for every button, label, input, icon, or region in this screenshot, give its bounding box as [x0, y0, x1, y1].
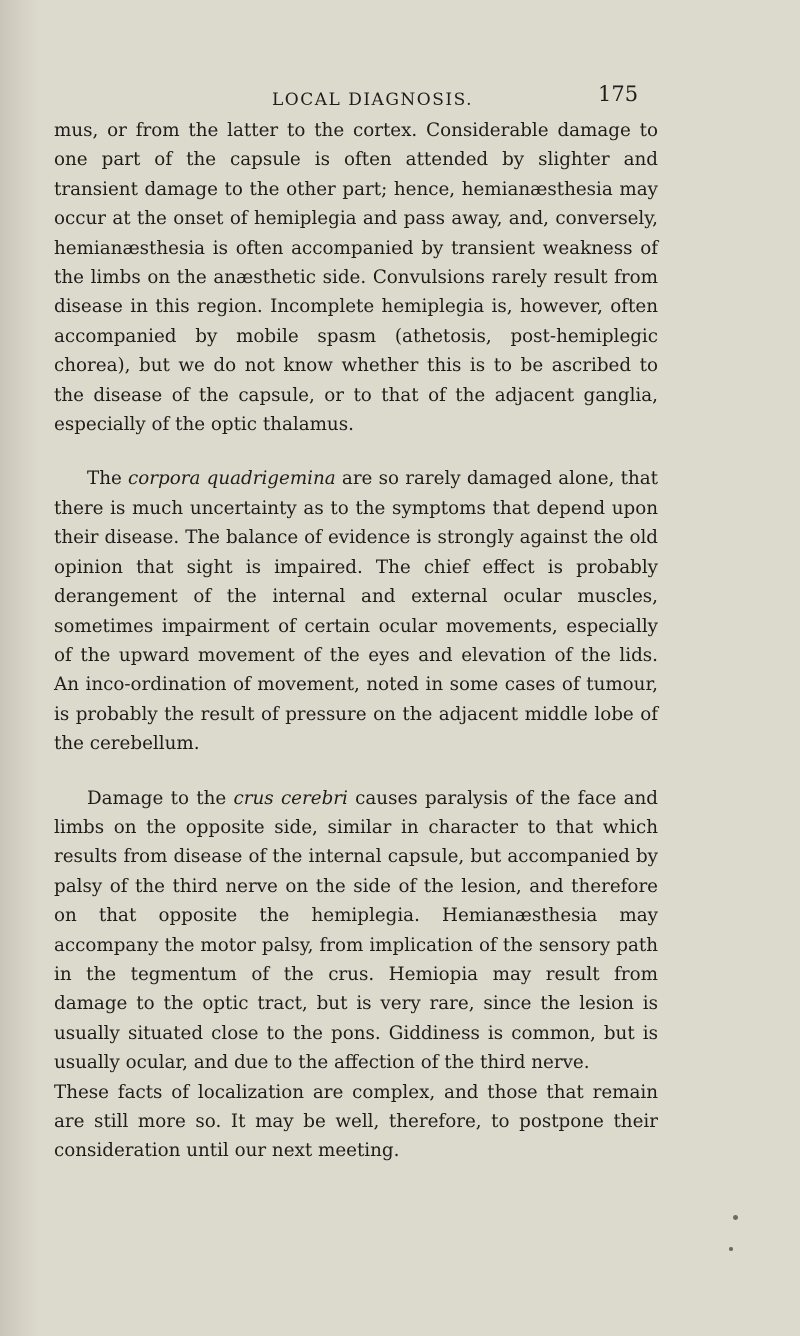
- paragraph-corpora-quadrigemina: [54, 464, 658, 758]
- page-gutter-shadow: [0, 0, 40, 1336]
- paragraph-conclusion: These facts of localization are complex, and those that remain are still more so. It may be well, therefore, to postpone their consideration until our next meeting.: [54, 1081, 658, 1162]
- running-title: LOCAL DIAGNOSIS.: [272, 90, 474, 110]
- paragraph-rest: causes paralysis of the face and limbs on the opposite side, similar in character to that which results from disease of the internal capsule, but accompanied by palsy of the third nerve on the side of the lesion, and therefore on that opposite the hemiplegia. Hemianæsthesia may accompany the motor palsy, from implication of the sensory path in the tegmentum of the crus. Hemiopia may result from damage to the optic tract, but is very rare, since the lesion is usually situated close to the pons. Giddiness is common, but is usually ocular, and due to the affection of the third nerve.: [54, 787, 658, 1074]
- paragraph-lead: The: [87, 468, 129, 490]
- paragraph-lead: Damage to the: [87, 787, 234, 809]
- paragraph-rest: are so rarely damaged alone, that there is much uncertainty as to the symptoms that depend upon their disease. The balance of evidence is strongly against the old opinion that sight is impaired. The chief effect is probably derangement of the internal and external ocular muscles, sometimes impairment of certain ocular movements, especially of the upward movement of the eyes and elevation of the lids. An inco-ordination of movement, noted in some cases of tumour, is probably the result of pressure on the adjacent middle lobe of the cerebellum.: [54, 468, 658, 755]
- page-header: [0, 82, 800, 118]
- page-number: 175: [598, 82, 639, 106]
- paragraph-crus-cerebri: [54, 784, 658, 1078]
- latin-term-crus-cerebri: crus cerebri: [233, 787, 348, 809]
- latin-term-corpora-quadrigemina: corpora quadrigemina: [128, 468, 336, 490]
- paragraph-capsule: mus, or from the latter to the cortex. Considerable damage to one part of the capsule is often attended by slighter and transient damage to the other part; hence, hemianæsthesia may occur at the onset of hemiplegia and pass away, and, conversely, hemianæsthesia is often accompanied by transient weakness of the limbs on the anæsthetic side. Convulsions rarely result from disease in this region. Incomplete hemiplegia is, however, often accompanied by mobile spasm (athetosis, post-hemiplegic chorea), but we do not know whether this is to be ascribed to the disease of the capsule, or to that of the adjacent ganglia, especially of the optic thalamus.: [54, 120, 658, 436]
- page-body: [54, 116, 658, 1166]
- paper-speck: [729, 1247, 733, 1251]
- paper-speck: [733, 1215, 738, 1220]
